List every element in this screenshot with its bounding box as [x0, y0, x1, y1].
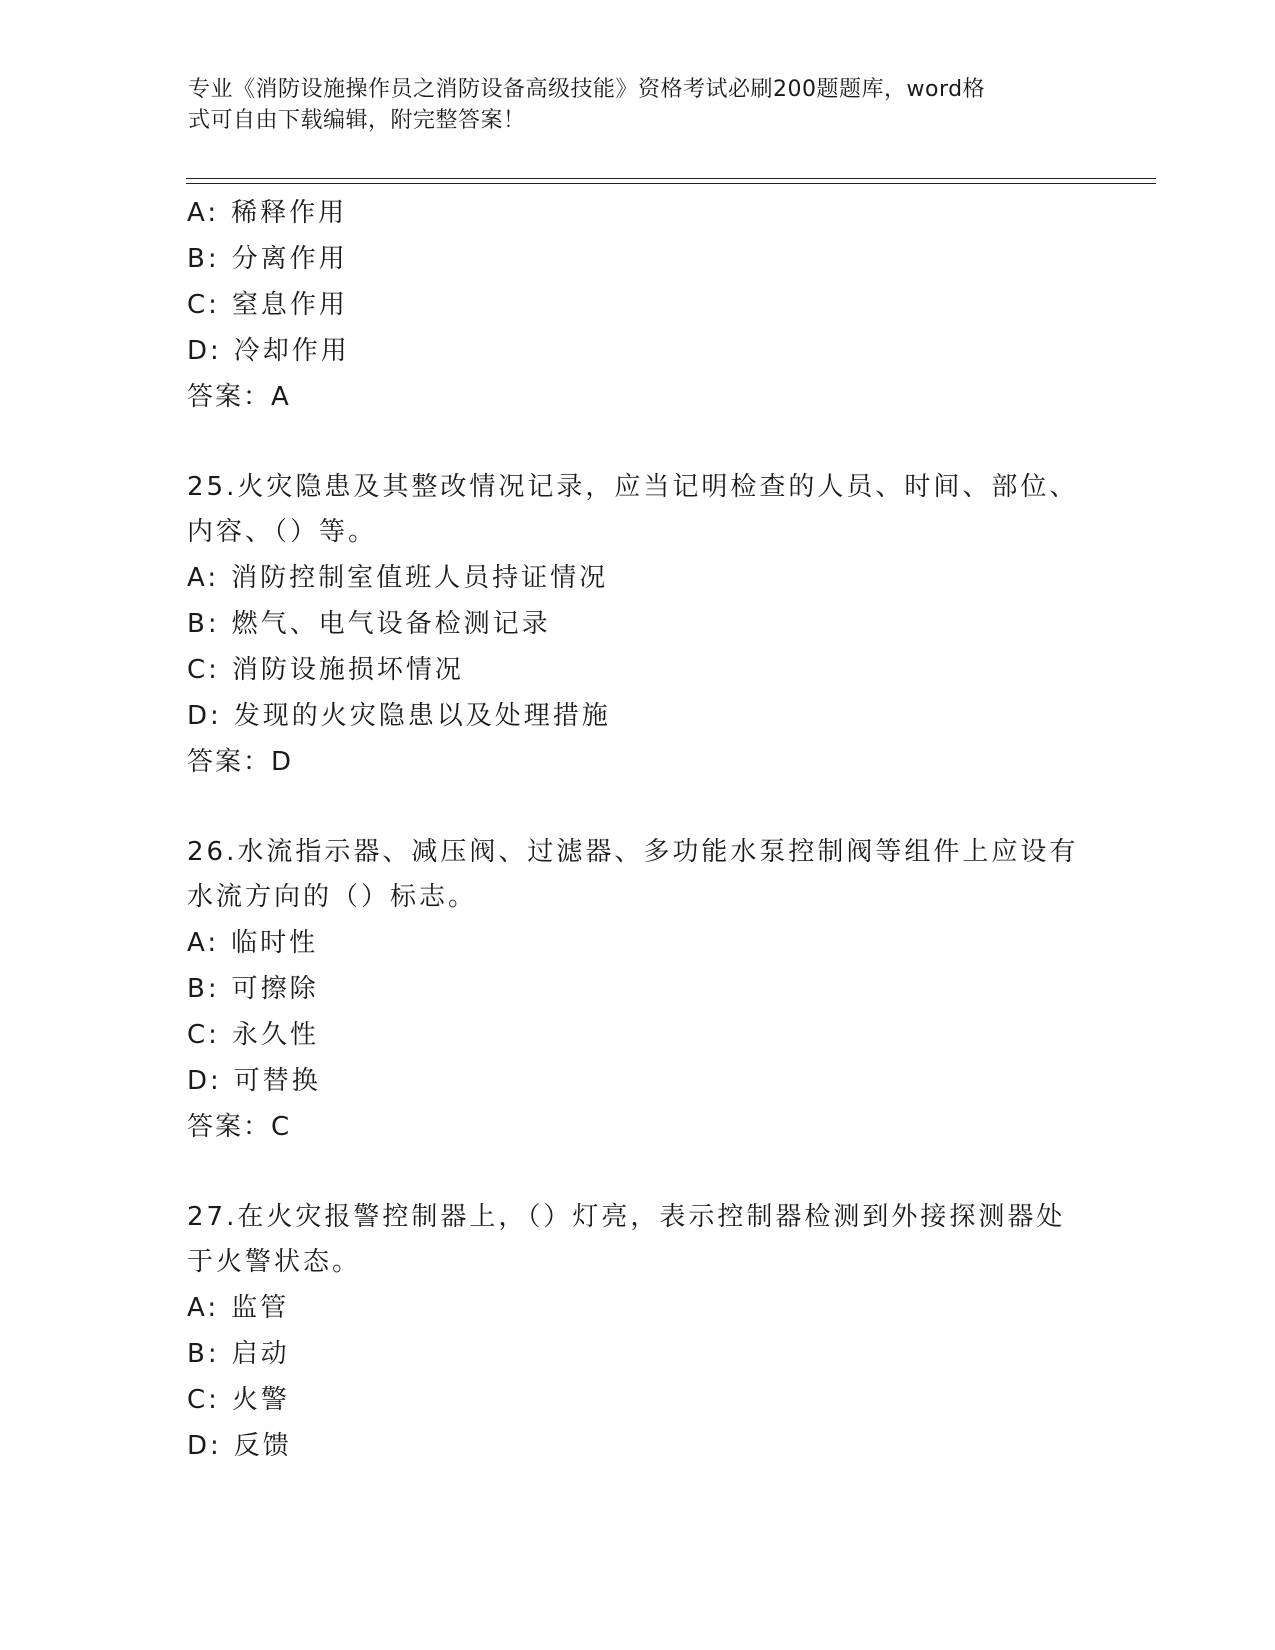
option-c: [187, 1377, 1087, 1423]
option-letter: D:: [187, 1431, 222, 1461]
document-header: [188, 74, 1068, 136]
option-text: 窒息作用: [231, 290, 348, 320]
question-line: 于火警状态。: [187, 1247, 362, 1277]
spacer: [187, 785, 1087, 830]
answer-value: A: [271, 382, 291, 412]
option-letter: D:: [187, 701, 222, 731]
option-b: [187, 966, 1087, 1012]
option-text: 监管: [231, 1293, 290, 1323]
question-block-26: [187, 830, 1087, 1150]
answer-line: [187, 1104, 1087, 1150]
question-block-25: [187, 465, 1087, 785]
option-b: [187, 1331, 1087, 1377]
spacer: [187, 1150, 1087, 1195]
option-a: [187, 555, 1087, 601]
question-line: 26.水流指示器、减压阀、过滤器、多功能水泵控制阀等组件上应设有: [187, 837, 1079, 867]
option-letter: C:: [187, 1020, 220, 1050]
answer-value: D: [271, 747, 294, 777]
option-text: 燃气、电气设备检测记录: [231, 609, 551, 639]
option-letter: C:: [187, 1385, 220, 1415]
option-letter: A:: [187, 1293, 220, 1323]
option-b: [187, 236, 1087, 282]
option-letter: A:: [187, 198, 220, 228]
option-a: [187, 920, 1087, 966]
option-text: 启动: [231, 1339, 290, 1369]
answer-label: 答案：: [187, 382, 272, 412]
question-text: [187, 830, 1087, 920]
question-block-24: [187, 190, 1087, 420]
answer-line: [187, 374, 1087, 420]
option-text: 冷却作用: [233, 336, 350, 366]
option-text: 消防控制室值班人员持证情况: [231, 563, 609, 593]
option-letter: C:: [187, 655, 220, 685]
header-divider-top: [186, 178, 1156, 179]
option-c: [187, 1012, 1087, 1058]
option-letter: B:: [187, 1339, 220, 1369]
option-c: [187, 282, 1087, 328]
option-d: [187, 693, 1087, 739]
option-text: 消防设施损坏情况: [231, 655, 464, 685]
header-line-1: 专业《消防设施操作员之消防设备高级技能》资格考试必刷200题题库，word格: [188, 77, 986, 102]
spacer: [187, 420, 1087, 465]
question-text: [187, 465, 1087, 555]
option-d: [187, 1423, 1087, 1469]
option-a: [187, 190, 1087, 236]
option-letter: A:: [187, 563, 220, 593]
option-text: 可替换: [233, 1066, 321, 1096]
option-letter: D:: [187, 336, 222, 366]
option-letter: B:: [187, 974, 220, 1004]
question-line: 25.火灾隐患及其整改情况记录，应当记明检查的人员、时间、部位、: [187, 472, 1079, 502]
header-divider-bottom: [186, 183, 1156, 184]
option-letter: B:: [187, 244, 220, 274]
option-letter: C:: [187, 290, 220, 320]
option-text: 可擦除: [231, 974, 319, 1004]
option-letter: D:: [187, 1066, 222, 1096]
option-letter: B:: [187, 609, 220, 639]
question-line: 水流方向的（）标志。: [187, 882, 478, 912]
option-text: 发现的火灾隐患以及处理措施: [233, 701, 611, 731]
answer-label: 答案：: [187, 747, 272, 777]
answer-line: [187, 739, 1087, 785]
question-line: 内容、（）等。: [187, 517, 378, 547]
question-text: [187, 1195, 1087, 1285]
option-text: 反馈: [233, 1431, 292, 1461]
option-text: 火警: [231, 1385, 290, 1415]
question-list: [187, 190, 1087, 1469]
question-block-27: [187, 1195, 1087, 1469]
option-text: 永久性: [231, 1020, 319, 1050]
option-c: [187, 647, 1087, 693]
option-d: [187, 328, 1087, 374]
option-text: 稀释作用: [231, 198, 348, 228]
option-d: [187, 1058, 1087, 1104]
option-b: [187, 601, 1087, 647]
option-a: [187, 1285, 1087, 1331]
question-line: 27.在火灾报警控制器上，（）灯亮，表示控制器检测到外接探测器处: [187, 1202, 1066, 1232]
answer-value: C: [271, 1112, 292, 1142]
option-letter: A:: [187, 928, 220, 958]
option-text: 临时性: [231, 928, 319, 958]
answer-label: 答案：: [187, 1112, 272, 1142]
option-text: 分离作用: [231, 244, 348, 274]
header-line-2: 式可自由下载编辑，附完整答案！: [188, 108, 526, 133]
